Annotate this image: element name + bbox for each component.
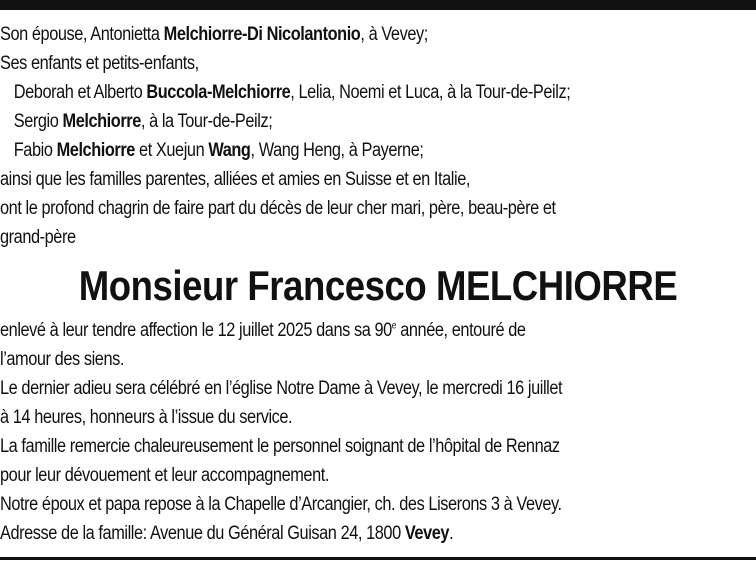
text-run: Sergio (13, 111, 63, 132)
text-run: Fabio (13, 140, 57, 161)
notice-intro (0, 20, 650, 252)
text-run: grand-père (0, 227, 76, 248)
body-line-7 (0, 490, 650, 519)
family-name: Melchiorre (56, 140, 135, 161)
city-name: Vevey (404, 523, 450, 544)
text-run: l’amour des siens. (0, 349, 124, 370)
text-run: Ses enfants et petits-enfants, (0, 53, 199, 74)
text-run: Notre époux et papa repose à la Chapelle d’Arcangier, ch. des Liserons 3 à Vevey. (0, 494, 562, 515)
intro-line-announcement-end (0, 223, 756, 252)
text-run: , à la Tour-de-Peilz; (140, 111, 273, 132)
body-line-1 (0, 316, 650, 345)
body-line-3 (0, 374, 650, 403)
family-name: Buccola-Melchiorre (146, 82, 291, 103)
ordinal-suffix: e (391, 320, 397, 332)
text-run: ont le profond chagrin de faire part du décès de leur cher mari, père, beau-père et (0, 198, 556, 219)
intro-line-child-3 (0, 136, 756, 165)
body-line-6 (0, 461, 650, 490)
intro-line-child-1 (0, 78, 756, 107)
text-run: Adresse de la famille: Avenue du Général Guisan 24, 1800 (0, 523, 405, 544)
text-run: . (449, 523, 454, 544)
text-run: Le dernier adieu sera célébré en l’église Notre Dame à Vevey, le mercredi 16 juillet (0, 378, 563, 399)
text-run: ainsi que les familles parentes, alliées et amies en Suisse et en Italie, (0, 169, 470, 190)
family-name: Melchiorre (62, 111, 141, 132)
text-run: et Xuejun (134, 140, 209, 161)
text-run: , Wang Heng, à Payerne; (250, 140, 424, 161)
deceased-name-heading: Monsieur Francesco MELCHIORRE (78, 262, 678, 309)
text-run: Son épouse, Antonietta (0, 24, 164, 45)
body-line-5 (0, 432, 650, 461)
text-run: Deborah et Alberto (13, 82, 147, 103)
intro-line-children-heading (0, 49, 756, 78)
intro-line-spouse (0, 20, 756, 49)
intro-line-announcement (0, 194, 756, 223)
body-line-4 (0, 403, 650, 432)
text-run: enlevé à leur tendre affection le 12 juillet 2025 dans sa 90 (0, 320, 392, 341)
text-run: La famille remercie chaleureusement le personnel soignant de l’hôpital de Rennaz (0, 436, 560, 457)
text-run: , à Vevey; (360, 24, 428, 45)
family-name: Wang (208, 140, 251, 161)
bottom-rule (0, 557, 756, 560)
top-rule (0, 0, 756, 10)
text-run: , Lelia, Noemi et Luca, à la Tour-de-Peilz; (290, 82, 571, 103)
text-run: pour leur dévouement et leur accompagnement. (0, 465, 329, 486)
text-run: année, entouré de (396, 320, 526, 341)
intro-line-child-2 (0, 107, 756, 136)
spouse-name: Melchiorre-Di Nicolantonio (163, 24, 361, 45)
notice-body (0, 316, 650, 548)
body-line-2 (0, 345, 650, 374)
text-run: à 14 heures, honneurs à l’issue du service. (0, 407, 293, 428)
intro-line-relatives (0, 165, 756, 194)
body-line-8 (0, 519, 650, 548)
